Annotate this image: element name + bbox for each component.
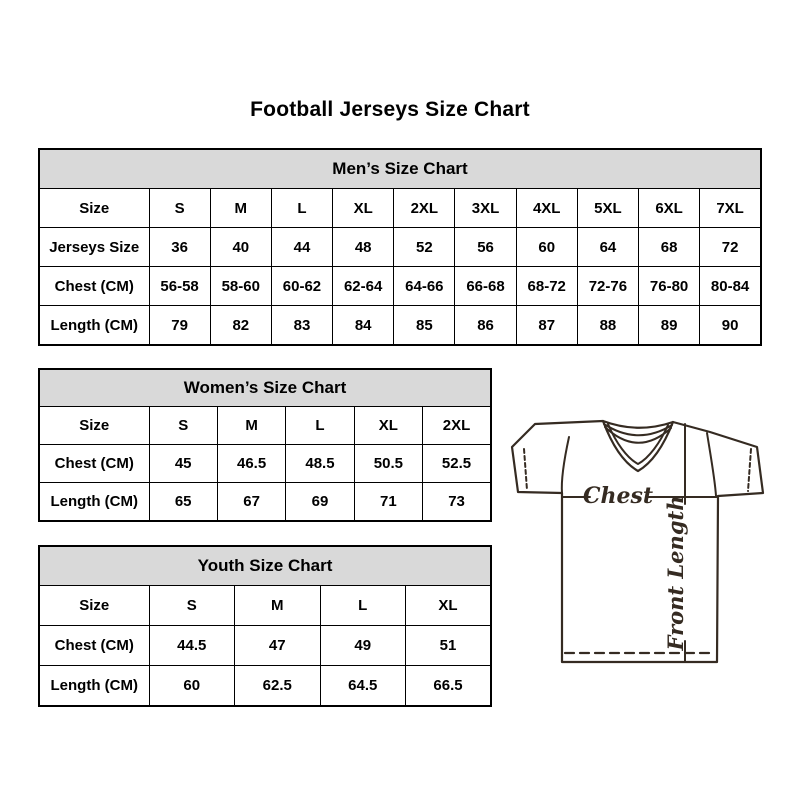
value-cell: 90 [700, 306, 761, 346]
value-cell: 68 [639, 228, 700, 267]
value-cell: 48 [333, 228, 394, 267]
value-cell: 2XL [423, 407, 491, 445]
table-section-header: Women’s Size Chart [39, 369, 491, 407]
value-cell: 48.5 [286, 445, 354, 483]
value-cell: 62.5 [235, 666, 321, 707]
row-label-cell: Chest (CM) [39, 445, 149, 483]
table-row [39, 189, 761, 228]
value-cell: 6XL [639, 189, 700, 228]
row-label-cell: Length (CM) [39, 306, 149, 346]
value-cell: 88 [577, 306, 638, 346]
value-cell: 62-64 [333, 267, 394, 306]
value-cell: 72 [700, 228, 761, 267]
row-label-cell: Chest (CM) [39, 626, 149, 666]
value-cell: 79 [149, 306, 210, 346]
value-cell: 66.5 [406, 666, 492, 707]
value-cell: 60 [149, 666, 235, 707]
womens-size-chart [38, 368, 492, 522]
value-cell: 73 [423, 483, 491, 522]
value-cell: 2XL [394, 189, 455, 228]
value-cell: 3XL [455, 189, 516, 228]
value-cell: XL [333, 189, 394, 228]
row-label-cell: Size [39, 407, 149, 445]
value-cell: 84 [333, 306, 394, 346]
value-cell: M [235, 586, 321, 626]
value-cell: 50.5 [354, 445, 422, 483]
value-cell: S [149, 586, 235, 626]
value-cell: 4XL [516, 189, 577, 228]
jersey-outline [512, 421, 763, 662]
value-cell: 46.5 [217, 445, 285, 483]
table-row [39, 666, 491, 707]
value-cell: M [217, 407, 285, 445]
value-cell: 68-72 [516, 267, 577, 306]
value-cell: 87 [516, 306, 577, 346]
row-label-cell: Size [39, 189, 149, 228]
value-cell: 83 [271, 306, 332, 346]
row-label-cell: Length (CM) [39, 666, 149, 707]
value-cell: M [210, 189, 271, 228]
value-cell: 58-60 [210, 267, 271, 306]
value-cell: S [149, 407, 217, 445]
value-cell: 67 [217, 483, 285, 522]
value-cell: 36 [149, 228, 210, 267]
value-cell: 65 [149, 483, 217, 522]
value-cell: 40 [210, 228, 271, 267]
womens-size-chart-table [38, 368, 492, 522]
front-length-label: Front Length [663, 495, 688, 651]
value-cell: 45 [149, 445, 217, 483]
value-cell: 7XL [700, 189, 761, 228]
table-row [39, 483, 491, 522]
value-cell: 71 [354, 483, 422, 522]
value-cell: 56 [455, 228, 516, 267]
value-cell: 60 [516, 228, 577, 267]
value-cell: 60-62 [271, 267, 332, 306]
value-cell: 80-84 [700, 267, 761, 306]
table-row [39, 586, 491, 626]
value-cell: 52 [394, 228, 455, 267]
value-cell: 52.5 [423, 445, 491, 483]
row-label-cell: Chest (CM) [39, 267, 149, 306]
mens-size-chart-table [38, 148, 762, 346]
value-cell: S [149, 189, 210, 228]
value-cell: L [320, 586, 406, 626]
youth-size-chart-table [38, 545, 492, 707]
row-label-cell: Size [39, 586, 149, 626]
value-cell: 5XL [577, 189, 638, 228]
value-cell: 76-80 [639, 267, 700, 306]
value-cell: 69 [286, 483, 354, 522]
page-title: Football Jerseys Size Chart [250, 98, 530, 121]
value-cell: 44.5 [149, 626, 235, 666]
value-cell: 64.5 [320, 666, 406, 707]
value-cell: 66-68 [455, 267, 516, 306]
value-cell: XL [406, 586, 492, 626]
value-cell: 49 [320, 626, 406, 666]
chest-label: Chest [582, 483, 654, 509]
table-row [39, 626, 491, 666]
mens-size-chart [38, 148, 762, 346]
youth-size-chart [38, 545, 492, 707]
value-cell: 86 [455, 306, 516, 346]
table-row [39, 407, 491, 445]
value-cell: 72-76 [577, 267, 638, 306]
value-cell: 64 [577, 228, 638, 267]
value-cell: 56-58 [149, 267, 210, 306]
value-cell: 85 [394, 306, 455, 346]
value-cell: 64-66 [394, 267, 455, 306]
table-section-header: Youth Size Chart [39, 546, 491, 586]
value-cell: 82 [210, 306, 271, 346]
table-row [39, 306, 761, 346]
value-cell: 89 [639, 306, 700, 346]
row-label-cell: Jerseys Size [39, 228, 149, 267]
table-section-header: Men’s Size Chart [39, 149, 761, 189]
table-row [39, 267, 761, 306]
value-cell: 47 [235, 626, 321, 666]
value-cell: 51 [406, 626, 492, 666]
row-label-cell: Length (CM) [39, 483, 149, 522]
table-row [39, 445, 491, 483]
value-cell: L [286, 407, 354, 445]
value-cell: L [271, 189, 332, 228]
value-cell: XL [354, 407, 422, 445]
table-row [39, 228, 761, 267]
value-cell: 44 [271, 228, 332, 267]
jersey-measurement-diagram [505, 408, 770, 668]
